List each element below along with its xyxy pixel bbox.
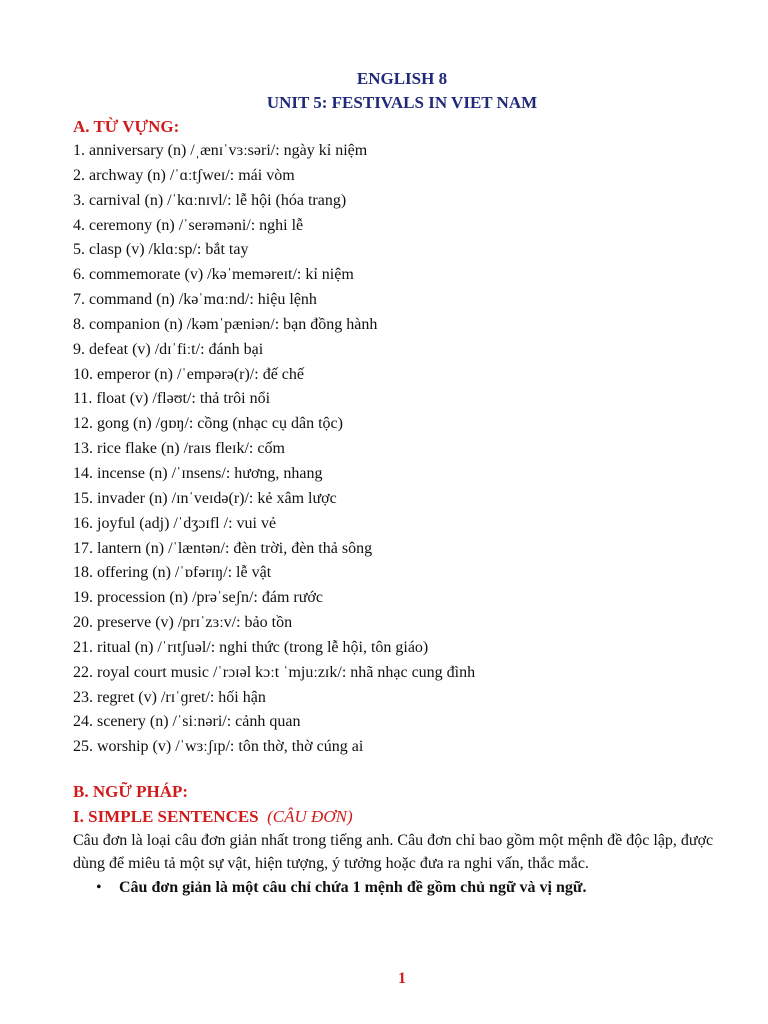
vocab-item: 6. commemorate (v) /kəˈmeməreɪt/: kỉ niệm	[73, 266, 354, 284]
vocab-item: 13. rice flake (n) /raɪs fleɪk/: cốm	[73, 440, 285, 458]
grammar-paragraph: Câu đơn là loại câu đơn giản nhất trong tiếng anh. Câu đơn chỉ bao gồm một mệnh đề độc lập, được dùng để miêu tả một sự vật, hiện tượng, ý tưởng hoặc đưa ra nghi vấn, thắc mắc.	[73, 832, 714, 872]
vocab-item: 3. carnival (n) /ˈkɑːnɪvl/: lễ hội (hóa trang)	[73, 191, 347, 209]
vocab-item: 14. incense (n) /ˈɪnsens/: hương, nhang	[73, 464, 323, 482]
vocab-item: 4. ceremony (n) /ˈserəməni/: nghi lễ	[73, 216, 304, 234]
vocab-item: 9. defeat (v) /dɪˈfiːt/: đánh bại	[73, 340, 264, 358]
vocab-item: 8. companion (n) /kəmˈpæniən/: bạn đồng hành	[73, 315, 378, 333]
vocab-item: 25. worship (v) /ˈwɜːʃɪp/: tôn thờ, thờ cúng ai	[73, 738, 364, 756]
section-b-heading: B. NGỮ PHÁP:	[73, 782, 189, 801]
document-title: ENGLISH 8	[356, 69, 448, 88]
grammar-subheading	[73, 807, 353, 827]
vocab-item: 12. gong (n) /ɡɒŋ/: cồng (nhạc cụ dân tộc)	[73, 415, 343, 433]
vocab-item: 16. joyful (adj) /ˈdʒɔɪfl /: vui vẻ	[73, 514, 277, 532]
vocab-item: 21. ritual (n) /ˈrɪtʃuəl/: nghi thức (trong lễ hội, tôn giáo)	[73, 638, 429, 656]
vocab-item: 11. float (v) /fləʊt/: thả trôi nổi	[73, 390, 271, 408]
page-number: 1	[398, 970, 406, 987]
vocab-item: 5. clasp (v) /klɑːsp/: bắt tay	[73, 241, 249, 259]
vocab-item: 2. archway (n) /ˈɑːtʃweɪ/: mái vòm	[73, 166, 295, 184]
vocab-item: 20. preserve (v) /prɪˈzɜːv/: bảo tồn	[73, 614, 293, 632]
vocab-item: 7. command (n) /kəˈmɑːnd/: hiệu lệnh	[73, 291, 317, 309]
grammar-subheading-note: (CÂU ĐƠN)	[267, 807, 353, 826]
vocab-item: 18. offering (n) /ˈɒfərɪŋ/: lễ vật	[73, 564, 272, 582]
vocab-item: 22. royal court music /ˈrɔɪəl kɔːt ˈmjuːzɪk/: nhã nhạc cung đình	[73, 663, 476, 681]
vocab-item: 15. invader (n) /ɪnˈveɪdə(r)/: kẻ xâm lược	[73, 489, 337, 507]
vocab-item: 24. scenery (n) /ˈsiːnəri/: cảnh quan	[73, 713, 301, 731]
vocab-item: 1. anniversary (n) /ˌænɪˈvɜːsəri/: ngày kỉ niệm	[73, 142, 368, 159]
vocab-item: 10. emperor (n) /ˈempərə(r)/: đế chế	[73, 365, 304, 383]
vocabulary-list	[73, 141, 475, 762]
grammar-subheading-title: I. SIMPLE SENTENCES	[73, 807, 259, 826]
unit-title: UNIT 5: FESTIVALS IN VIET NAM	[266, 93, 538, 112]
vocab-item: 17. lantern (n) /ˈlæntən/: đèn trời, đèn thả sông	[73, 539, 373, 557]
vocab-item: 19. procession (n) /prəˈseʃn/: đám rước	[73, 589, 323, 607]
vocab-item: 23. regret (v) /rɪˈɡret/: hối hận	[73, 688, 266, 706]
grammar-bullet-text: Câu đơn giản là một câu chỉ chứa 1 mệnh đề gồm chủ ngữ và vị ngữ.	[119, 879, 587, 896]
bullet-dot-icon: •	[96, 879, 102, 896]
section-a-heading: A. TỪ VỰNG:	[73, 117, 180, 136]
